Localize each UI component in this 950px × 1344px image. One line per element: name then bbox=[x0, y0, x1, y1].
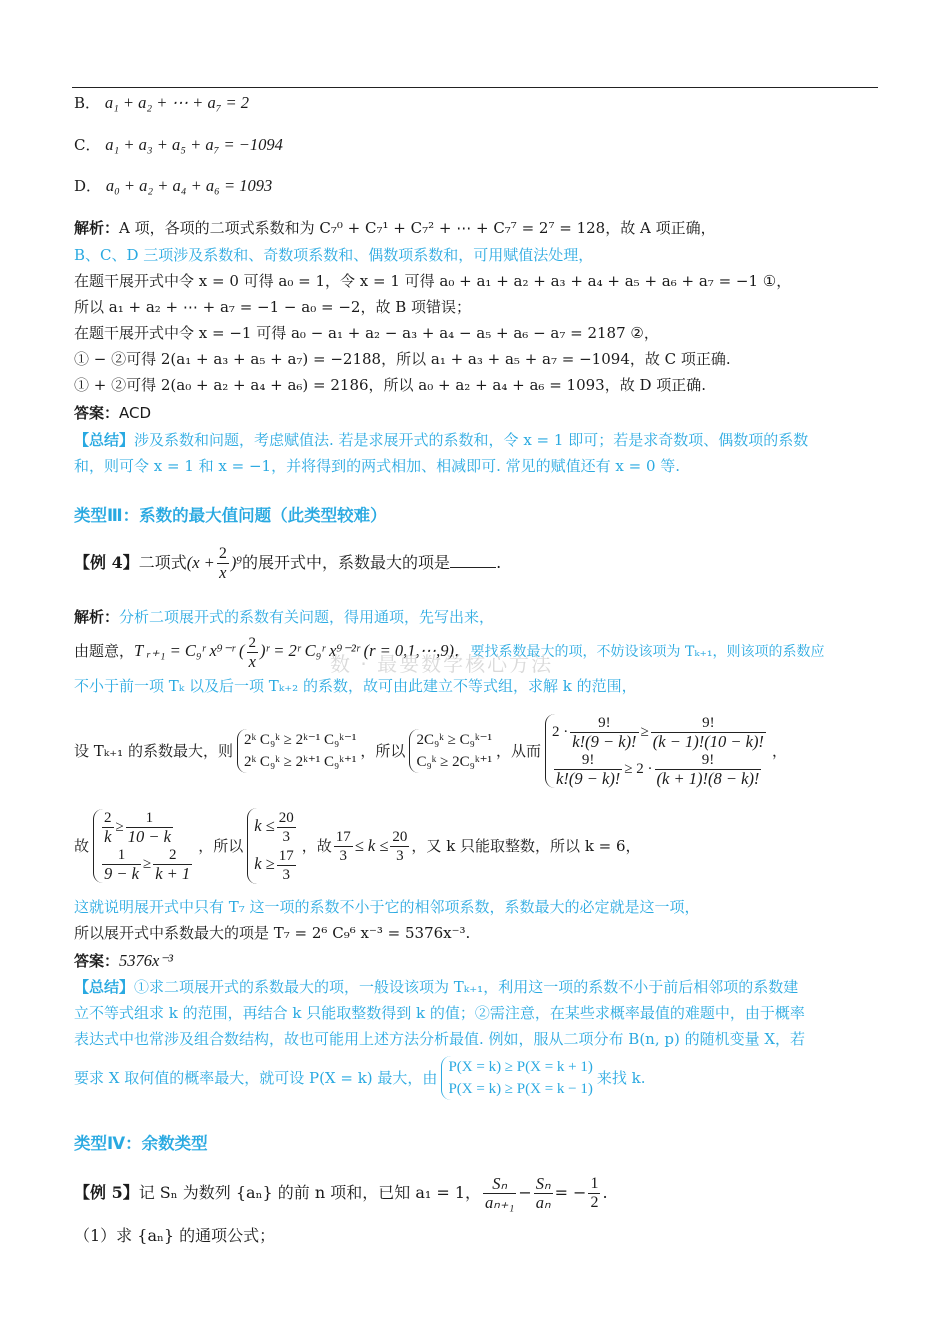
denominator: 3 bbox=[339, 847, 347, 864]
solution-text: A 项，各项的二项式系数和为 C₇⁰ + C₇¹ + C₇² + ⋯ + C₇⁷ = 2⁷ = 128，故 A 项正确， bbox=[119, 219, 716, 237]
inequality bbox=[552, 714, 768, 751]
solution-text: 故 bbox=[74, 837, 90, 855]
math-expr: T ᵣ₊₁ = C₉ʳ x⁹⁻ʳ ( bbox=[134, 641, 245, 660]
summary-label: 【总结】 bbox=[74, 978, 135, 996]
solution-line: ① + ②可得 2(a₀ + a₂ + a₄ + a₆) = 2186，所以 a₀ + a₂ + a₄ + a₆ = 1093，故 D 项正确. bbox=[74, 376, 707, 394]
denominator: aₙ bbox=[535, 1192, 551, 1212]
numerator: 2 bbox=[153, 846, 192, 865]
solution-line: 所以展开式中系数最大的项是 T₇ = 2⁶ C₉⁶ x⁻³ = 5376x⁻³. bbox=[74, 924, 471, 942]
numerator: 1 bbox=[590, 1174, 599, 1192]
solution-line: 不小于前一项 Tₖ 以及后一项 Tₖ₊₂ 的系数，故可由此建立不等式组，求解 k 的范围， bbox=[74, 677, 637, 695]
math-expr: )⁹ bbox=[230, 553, 243, 572]
solution-text: 设 Tₖ₊₁ 的系数最大，则 bbox=[74, 742, 233, 760]
solution-text: ， bbox=[771, 742, 787, 760]
answer-line bbox=[74, 402, 880, 424]
denominator: x bbox=[219, 563, 227, 582]
denominator: 9 − k bbox=[104, 864, 139, 884]
fraction bbox=[247, 634, 259, 671]
math-expr: ≥ 2 · bbox=[624, 761, 653, 777]
numerator: 17 bbox=[335, 828, 351, 845]
example-5 bbox=[74, 1168, 880, 1218]
example-text: 二项式 bbox=[138, 553, 187, 572]
fraction bbox=[217, 545, 229, 582]
solution-line: 这就说明展开式中只有 T₇ 这一项的系数不小于它的相邻项系数，系数最大的必定就是这一项， bbox=[74, 898, 700, 916]
numerator: 2 bbox=[248, 634, 256, 651]
numerator: 9! bbox=[651, 714, 766, 733]
denominator: (k + 1)!(8 − k)! bbox=[656, 769, 760, 789]
inequality: P(X = k) ≥ P(X = k − 1) bbox=[448, 1081, 593, 1097]
example-label: 【例 5】 bbox=[74, 1183, 139, 1202]
option-c bbox=[74, 134, 880, 156]
numerator: 1 bbox=[102, 846, 141, 865]
numerator: 1 bbox=[126, 809, 173, 828]
summary-line bbox=[74, 976, 880, 998]
math-expr: − bbox=[518, 1183, 532, 1202]
inequality-system bbox=[545, 714, 768, 788]
inequality bbox=[100, 846, 194, 883]
math-expr: ≥ bbox=[115, 818, 124, 835]
denominator: aₙ₊₁ bbox=[485, 1192, 515, 1212]
fraction bbox=[655, 751, 762, 788]
fraction bbox=[277, 809, 296, 846]
summary-text: 涉及系数和问题，考虑赋值法. 若是求展开式的系数和，令 x = 1 即可；若是求奇数项、偶数项的系数 bbox=[134, 431, 809, 449]
summary-text: ①求二项展开式的系数最大的项，一般设该项为 Tₖ₊₁，利用这一项的系数不小于前后相邻项的系数建 bbox=[134, 978, 799, 996]
math-expr: ≥ bbox=[142, 856, 152, 872]
inequality bbox=[100, 809, 194, 846]
fraction bbox=[390, 828, 409, 865]
inequality bbox=[552, 751, 768, 788]
option-expr: a₀ + a₂ + a₄ + a₆ = 1093 bbox=[105, 176, 273, 195]
numerator: 2 bbox=[218, 545, 227, 562]
question-line: （1）求 {aₙ} 的通项公式； bbox=[74, 1226, 276, 1245]
denominator: k bbox=[104, 827, 112, 846]
section-heading: 类型Ⅲ：系数的最大值问题（此类型较难） bbox=[74, 506, 387, 525]
inequality bbox=[254, 808, 298, 846]
solution-label: 解析： bbox=[74, 608, 120, 626]
option-d bbox=[74, 175, 880, 197]
summary-text: 来找 k. bbox=[596, 1069, 646, 1087]
solution-text: ，所以 bbox=[198, 837, 244, 855]
answer-label: 答案： bbox=[74, 404, 120, 422]
example-text: 的展开式中，系数最大的项是 bbox=[242, 553, 451, 572]
option-b bbox=[74, 92, 880, 114]
example-text: 记 Sₙ 为数列 {aₙ} 的前 n 项和，已知 a₁ = 1， bbox=[138, 1183, 482, 1202]
fraction-row bbox=[74, 800, 880, 892]
math-expr: 2 · bbox=[552, 723, 569, 740]
inequality bbox=[254, 846, 298, 884]
numerator: 20 bbox=[392, 828, 408, 845]
solution-text: ，从而 bbox=[496, 742, 542, 760]
option-letter: C． bbox=[74, 136, 101, 154]
header-rule bbox=[72, 87, 878, 88]
inequality: P(X = k) ≥ P(X = k + 1) bbox=[448, 1059, 593, 1075]
fraction bbox=[334, 828, 353, 865]
fraction bbox=[102, 809, 114, 846]
denominator: k!(9 − k)! bbox=[572, 732, 637, 751]
solution-line bbox=[74, 606, 880, 628]
fraction bbox=[126, 809, 173, 846]
solution-line bbox=[74, 217, 880, 239]
solution-label: 解析： bbox=[74, 219, 120, 237]
fraction bbox=[651, 714, 766, 751]
numerator: 17 bbox=[278, 848, 294, 865]
inequality-row bbox=[74, 706, 880, 796]
denominator: 3 bbox=[282, 829, 290, 845]
inequality: 2ᵏ C₉ᵏ ≥ 2ᵏ⁺¹ C₉ᵏ⁺¹ bbox=[243, 754, 357, 770]
math-expr: ≤ k ≤ bbox=[354, 836, 389, 855]
option-expr: a₁ + a₃ + a₅ + a₇ = −1094 bbox=[105, 135, 283, 154]
answer-line bbox=[74, 950, 880, 972]
solution-text: 由题意， bbox=[74, 642, 135, 660]
denominator: x bbox=[248, 651, 256, 671]
math-expr: k ≤ bbox=[254, 815, 275, 835]
summary-line: 表达式中也常涉及组合数结构，故也可能用上述方法分析最值. 例如，服从二项分布 B(n, p) 的随机变量 X，若 bbox=[74, 1030, 806, 1048]
solution-line: 在题干展开式中令 x = −1 可得 a₀ − a₁ + a₂ − a₃ + a₄ − a₅ + a₆ − a₇ = 2187 ②， bbox=[74, 324, 659, 342]
option-expr: a₁ + a₂ + ⋯ + a₇ = 2 bbox=[104, 93, 250, 112]
numerator: 9! bbox=[570, 714, 638, 733]
denominator: 3 bbox=[396, 847, 404, 864]
summary-text: 要求 X 取何值的概率最大，就可设 P(X = k) 最大，由 bbox=[74, 1069, 438, 1087]
example-4 bbox=[74, 544, 880, 582]
summary-line bbox=[74, 1054, 880, 1102]
answer-label: 答案： bbox=[74, 952, 120, 970]
fraction bbox=[534, 1175, 553, 1212]
math-expr: )ʳ = 2ʳ C₉ʳ x⁹⁻²ʳ (r = 0,1,⋯,9)， bbox=[260, 641, 471, 660]
inequality-system bbox=[93, 809, 194, 883]
summary-line: 立不等式组求 k 的范围，再结合 k 只能取整数得到 k 的值；②需注意，在某些求概率最值的难题中，由于概率 bbox=[74, 1004, 805, 1022]
denominator: k + 1 bbox=[155, 864, 191, 884]
math-expr: k ≥ bbox=[254, 854, 275, 873]
numerator: Sₙ bbox=[535, 1173, 551, 1193]
section-heading: 类型Ⅳ：余数类型 bbox=[74, 1134, 208, 1153]
inequality-system bbox=[409, 729, 492, 773]
option-letter: B． bbox=[74, 94, 101, 112]
solution-line: 所以 a₁ + a₂ + ⋯ + a₇ = −1 − a₀ = −2，故 B 项错误； bbox=[74, 298, 472, 316]
fraction bbox=[554, 751, 622, 788]
period: . bbox=[602, 1183, 608, 1202]
summary-line: 和，则可令 x = 1 和 x = −1，并将得到的两式相加、相减即可. 常见的赋值还有 x = 0 等. bbox=[74, 457, 681, 475]
math-expr: ≥ bbox=[640, 723, 649, 740]
solution-line: 在题干展开式中令 x = 0 可得 a₀ = 1，令 x = 1 可得 a₀ + a₁ + a₂ + a₃ + a₄ + a₅ + a₆ + a₇ = −1 ①， bbox=[74, 272, 792, 290]
answer-value: 5376x⁻³ bbox=[119, 951, 173, 970]
solution-line: ① − ②可得 2(a₁ + a₃ + a₅ + a₇) = −2188，所以 a₁ + a₃ + a₅ + a₇ = −1094，故 C 项正确. bbox=[74, 350, 731, 368]
period: . bbox=[496, 553, 502, 572]
fraction bbox=[588, 1175, 600, 1212]
watermark: 数 · 最要数学核心方法 bbox=[330, 652, 554, 676]
inequality-system bbox=[237, 729, 356, 773]
example-label: 【例 4】 bbox=[74, 553, 139, 572]
fraction bbox=[153, 846, 192, 883]
denominator: k!(9 − k)! bbox=[556, 769, 621, 789]
inequality: 2C₉ᵏ ≥ C₉ᵏ⁻¹ bbox=[416, 732, 493, 748]
summary-label: 【总结】 bbox=[74, 431, 135, 449]
numerator: 2 bbox=[104, 810, 112, 826]
option-letter: D． bbox=[74, 177, 102, 195]
inequality-system bbox=[247, 808, 298, 884]
numerator: 9! bbox=[554, 751, 622, 770]
answer-blank bbox=[450, 553, 496, 568]
denominator: 2 bbox=[590, 1193, 599, 1211]
inequality-system bbox=[441, 1056, 592, 1100]
denominator: 10 − k bbox=[127, 827, 171, 846]
inequality: C₉ᵏ ≥ 2C₉ᵏ⁺¹ bbox=[416, 754, 493, 770]
fraction bbox=[483, 1175, 516, 1212]
fraction bbox=[277, 847, 296, 884]
solution-text: ，故 bbox=[301, 837, 332, 855]
numerator: Sₙ bbox=[483, 1175, 516, 1194]
solution-text: ，所以 bbox=[360, 742, 406, 760]
denominator: (k − 1)!(10 − k)! bbox=[652, 732, 764, 751]
answer-value: ACD bbox=[119, 404, 152, 422]
math-expr: = − bbox=[554, 1183, 587, 1202]
fraction bbox=[102, 846, 141, 883]
summary-line bbox=[74, 429, 880, 451]
math-expr: (x + bbox=[186, 553, 215, 572]
numerator: 9! bbox=[655, 751, 762, 770]
fraction bbox=[570, 714, 638, 751]
solution-text: 分析二项展开式的系数有关问题，得用通项，先写出来， bbox=[119, 608, 495, 626]
inequality: 2ᵏ C₉ᵏ ≥ 2ᵏ⁻¹ C₉ᵏ⁻¹ bbox=[243, 732, 357, 748]
solution-text: 要找系数最大的项，不妨设该项为 Tₖ₊₁，则该项的系数应 bbox=[470, 644, 825, 660]
denominator: 3 bbox=[282, 867, 290, 884]
solution-text: ，又 k 只能取整数，所以 k = 6， bbox=[411, 837, 641, 855]
solution-line: B、C、D 三项涉及系数和、奇数项系数和、偶数项系数和，可用赋值法处理， bbox=[74, 246, 594, 264]
numerator: 20 bbox=[278, 810, 294, 826]
